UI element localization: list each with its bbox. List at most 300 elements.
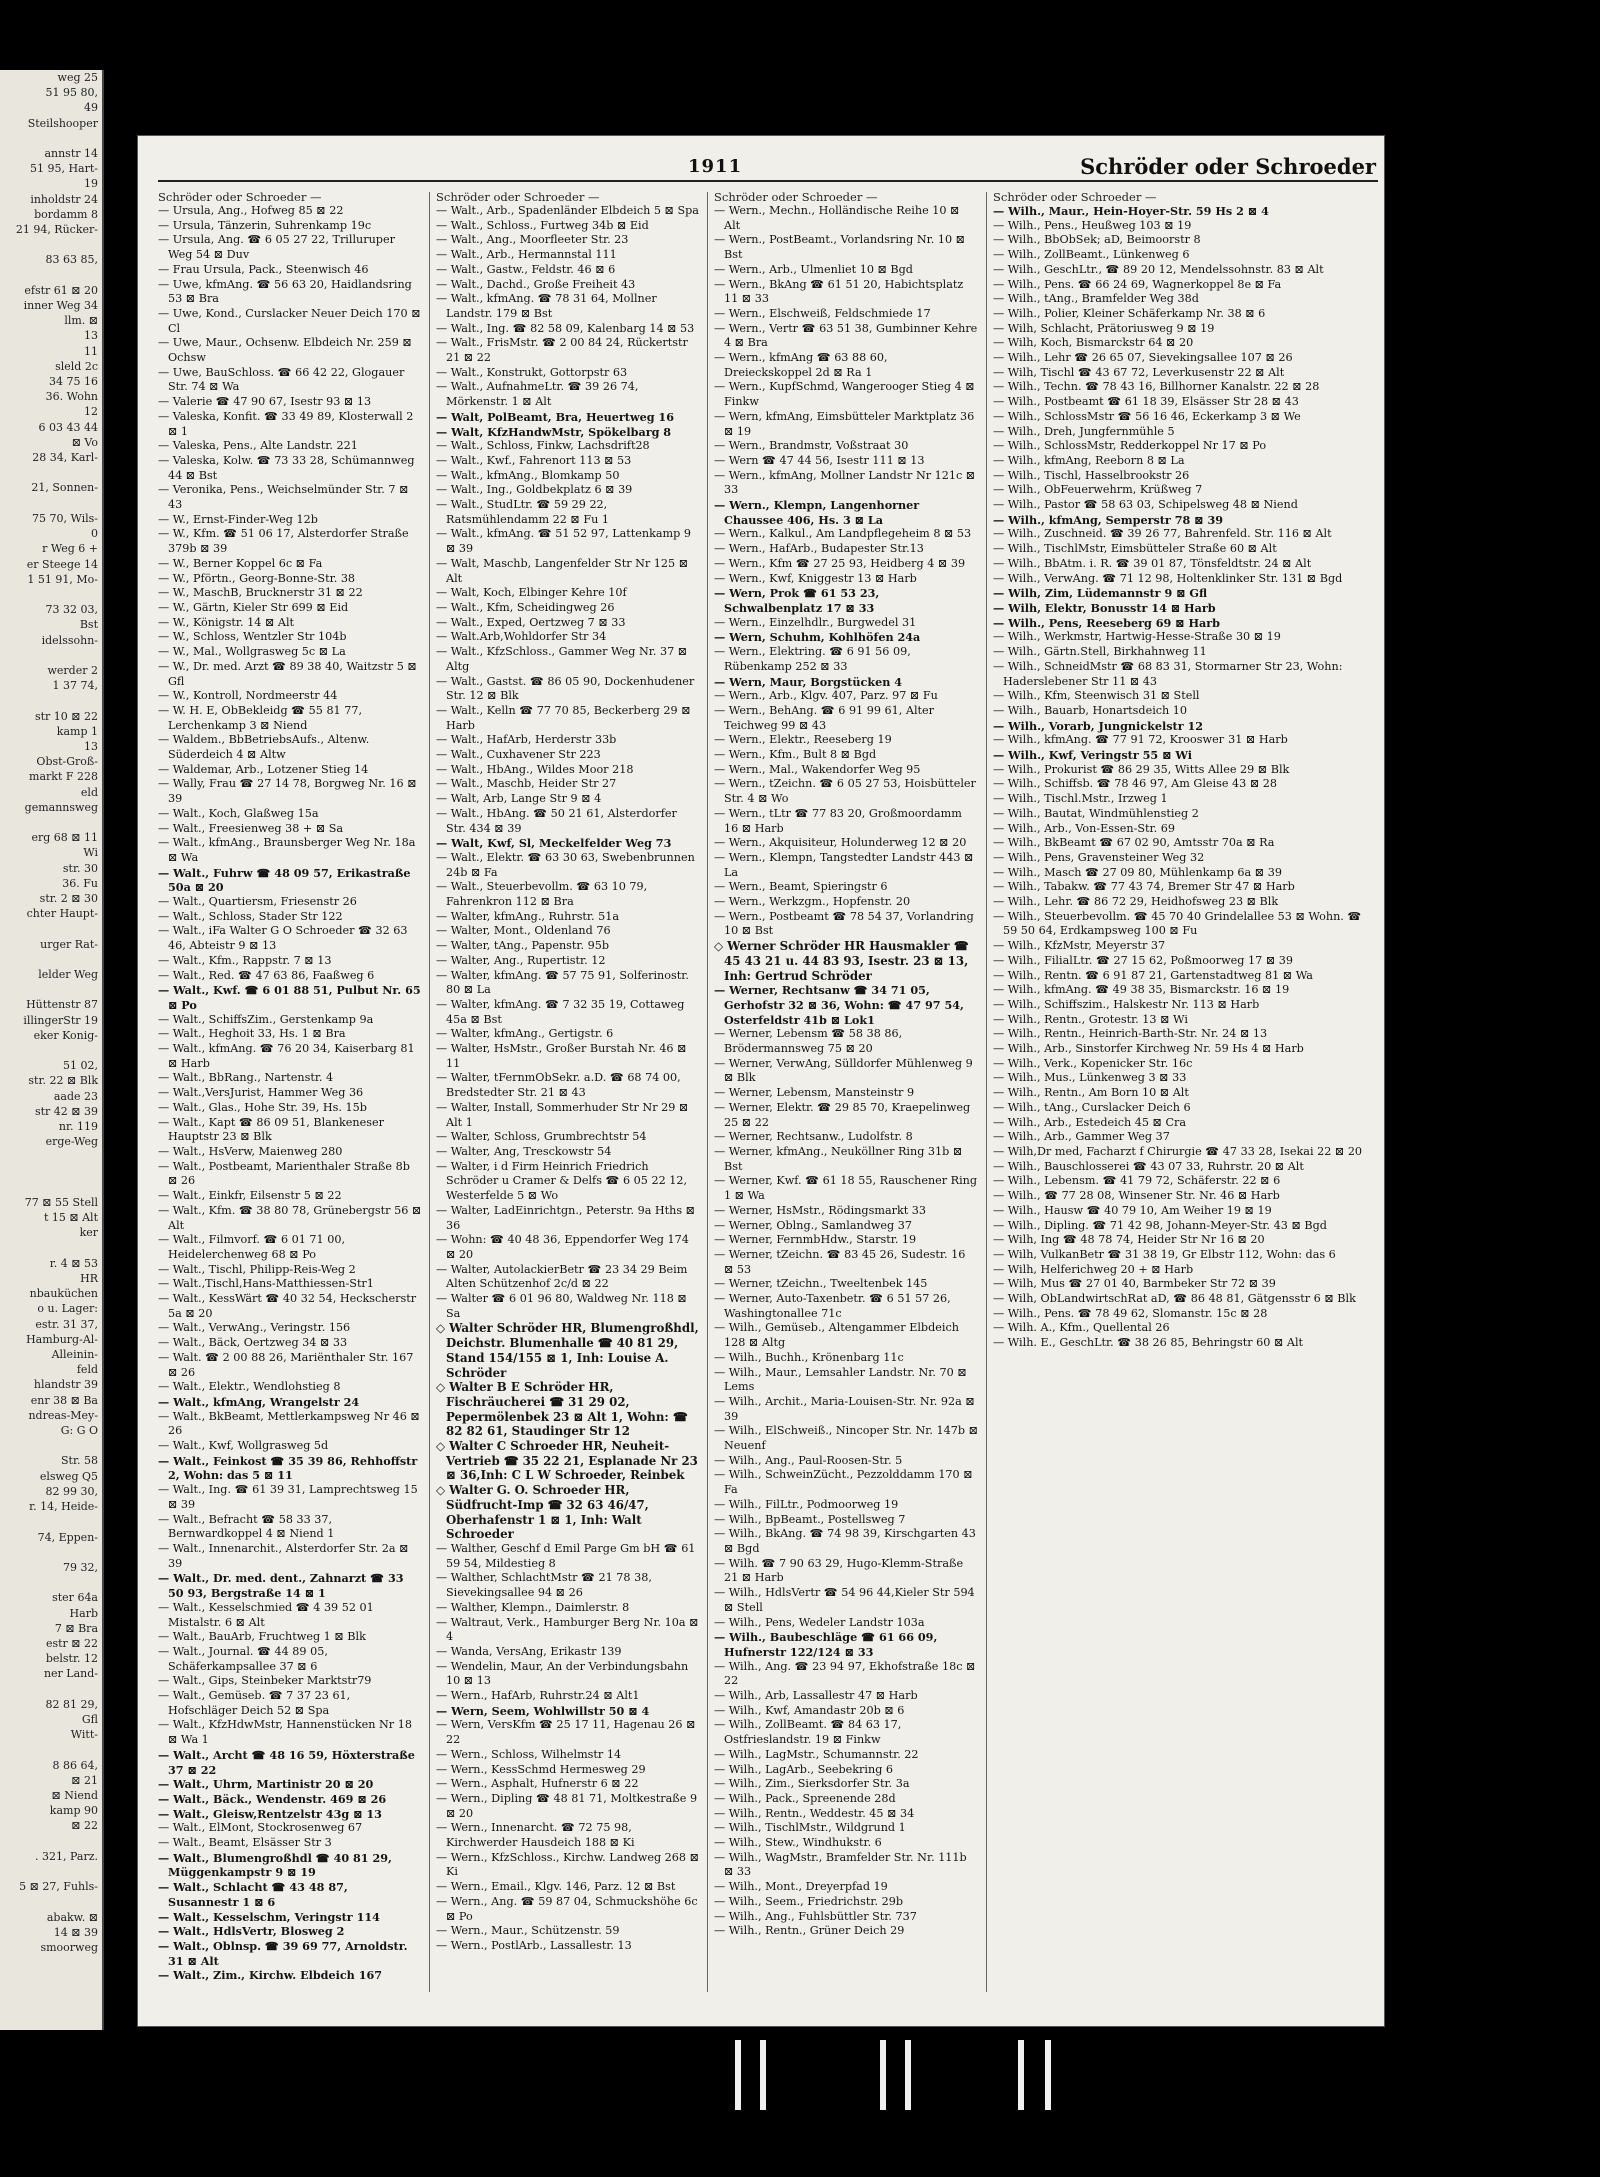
directory-entry: — Wilh., Lebensm. ☎ 41 79 72, Schäferstr. 22 ⊠ 6 bbox=[993, 1174, 1281, 1188]
left-page-fragment: 13 bbox=[84, 329, 98, 343]
directory-entry: — Wilh,Dr med, Facharzt f Chirurgie ☎ 47 33 28, Isekai 22 ⊠ 20 bbox=[993, 1145, 1363, 1158]
directory-entry: — Wilh., Masch ☎ 27 09 80, Mühlenkamp 6a ⊠ 39 bbox=[993, 865, 1282, 879]
left-page-fragment: 13 bbox=[84, 739, 98, 753]
directory-entry: — Walt, Koch, Elbinger Kehre 10f bbox=[436, 586, 627, 600]
directory-entry: — Walt., Bäck., Wendenstr. 469 ⊠ 26 bbox=[158, 1791, 387, 1806]
left-page-fragment: feld bbox=[76, 1363, 98, 1377]
column-4 bbox=[993, 190, 1373, 1990]
directory-entry: — Veronika, Pens., Weichselmünder Str. 7 ⊠ 43 bbox=[158, 483, 409, 512]
directory-entry: — Wilh., Hausw ☎ 40 79 10, Am Weiher 19 ⊠ 19 bbox=[993, 1203, 1272, 1217]
directory-entry: — Walt., Dachd., Große Freiheit 43 bbox=[436, 277, 636, 291]
edge-mark bbox=[905, 2040, 911, 2110]
directory-entry: — Wilh., BpBeamt., Postellsweg 7 bbox=[714, 1512, 906, 1526]
left-page-fragment: Witt- bbox=[70, 1728, 98, 1742]
left-page-fragment: 49 bbox=[84, 101, 98, 115]
page-number: 1911 bbox=[688, 156, 743, 177]
left-page-fragment: Harb bbox=[69, 1606, 98, 1620]
directory-entry: — Wilh., Maur., Lemsahler Landstr. Nr. 70 ⊠ Lems bbox=[714, 1365, 967, 1394]
directory-entry: — Werner, Rechtsanw ☎ 34 71 05, Gerhofstr 32 ⊠ 36, Wohn: ☎ 47 97 54, Osterfeldstr 41b ⊠ Lok1 bbox=[714, 983, 964, 1027]
directory-entry: — Wilh., Seem., Friedrichstr. 29b bbox=[714, 1894, 903, 1908]
left-page-fragment: 28 34, Karl- bbox=[32, 451, 98, 465]
left-page-fragment: ⊠ Niend bbox=[51, 1788, 98, 1802]
directory-entry: — Walt., HbAng., Wildes Moor 218 bbox=[436, 762, 634, 776]
directory-entry: — Walt., KfzSchloss., Gammer Weg Nr. 37 ⊠ Altg bbox=[436, 645, 688, 673]
directory-entry: — Wern., KfzSchloss., Kirchw. Landweg 268 ⊠ Ki bbox=[436, 1850, 699, 1879]
left-page-fragment: abakw. ⊠ bbox=[46, 1910, 98, 1924]
left-page-fragment: eker Konig- bbox=[33, 1028, 98, 1042]
directory-entry: — Walt., Glas., Hohe Str. 39, Hs. 15b bbox=[158, 1100, 367, 1114]
directory-entry: — W., Pförtn., Georg-Bonne-Str. 38 bbox=[158, 571, 356, 585]
left-page-fragment: ⊠ Vo bbox=[71, 435, 98, 449]
directory-entry: — Walt., HsVerw, Maienweg 280 bbox=[158, 1145, 343, 1158]
left-page-fragment: 75 70, Wils- bbox=[32, 511, 98, 525]
directory-entry: — Wern., tZeichn. ☎ 6 05 27 53, Hoisbütteler Str. 4 ⊠ Wo bbox=[714, 777, 976, 806]
directory-entry: — Wern, VersKfm ☎ 25 17 11, Hagenau 26 ⊠ 22 bbox=[436, 1718, 696, 1747]
directory-entry: — Werner, Auto-Taxenbetr. ☎ 6 51 57 26, Washingtonallee 71c bbox=[714, 1292, 951, 1320]
left-page-fragment bbox=[0, 1438, 102, 1453]
directory-entry: — Wern., Klempn, Langenhorner Chaussee 406, Hs. 3 ⊠ La bbox=[714, 498, 920, 527]
directory-entry: — Wern., Klempn, Tangstedter Landstr 443 ⊠ La bbox=[714, 850, 974, 879]
directory-entry: — Walt., Schloss., Furtweg 34b ⊠ Eid bbox=[436, 218, 649, 232]
directory-entry: — Wilh., Mus., Lünkenweg 3 ⊠ 33 bbox=[993, 1071, 1187, 1085]
directory-entry: — Walt., Innenarchit., Alsterdorfer Str. 2a ⊠ 39 bbox=[158, 1541, 409, 1570]
directory-entry: — Walter, kfmAng. ☎ 57 75 91, Solferinostr. 80 ⊠ La bbox=[436, 968, 689, 997]
left-page-fragment: ⊠ 21 bbox=[71, 1773, 98, 1787]
left-page-fragment: kamp 90 bbox=[49, 1804, 98, 1818]
left-page-fragment bbox=[0, 1894, 102, 1909]
directory-entry: — Wern., tLtr ☎ 77 83 20, Großmoordamm 16 ⊠ Harb bbox=[714, 806, 962, 835]
directory-entry: — Wilh, ObLandwirtschRat aD, ☎ 86 48 81, Gätgensstr 6 ⊠ Blk bbox=[993, 1292, 1356, 1306]
directory-entry: — Walt., BbRang., Nartenstr. 4 bbox=[158, 1071, 334, 1085]
directory-entry: — Walt., Gastw., Feldstr. 46 ⊠ 6 bbox=[436, 262, 616, 276]
film-edge-marks bbox=[0, 2040, 1600, 2150]
left-page-fragment: 14 ⊠ 39 bbox=[53, 1925, 98, 1939]
directory-entry: — Walt., kfmAng. ☎ 78 31 64, Mollner Landstr. 179 ⊠ Bst bbox=[436, 292, 657, 320]
directory-entry: — Walter, kfmAng., Gertigstr. 6 bbox=[436, 1027, 614, 1041]
directory-entry: — Waldem., BbBetriebsAufs., Altenw. Süderdeich 4 ⊠ Altw bbox=[158, 733, 370, 762]
left-page-fragment: sleld 2c bbox=[55, 359, 98, 373]
directory-entry: — W., Dr. med. Arzt ☎ 89 38 40, Waitzstr 5 ⊠ Gfl bbox=[158, 659, 417, 688]
edge-mark bbox=[1018, 2040, 1024, 2110]
directory-entry: — Walt., Schloss, Stader Str 122 bbox=[158, 909, 343, 923]
left-page-fragment: HR bbox=[80, 1272, 98, 1286]
left-page-fragment: erge-Weg bbox=[45, 1135, 98, 1149]
directory-entry: — Wilh., Ang., Fuhlsbüttler Str. 737 bbox=[714, 1909, 917, 1923]
column-3 bbox=[714, 190, 978, 1990]
directory-entry: — Wern., Mal., Wakendorfer Weg 95 bbox=[714, 762, 921, 776]
left-page-fragment: 77 ⊠ 55 Stell bbox=[24, 1196, 98, 1210]
left-page-fragment: hlandstr 39 bbox=[33, 1378, 98, 1392]
directory-entry: — Wilh., WagMstr., Bramfelder Str. Nr. 111b ⊠ 33 bbox=[714, 1850, 967, 1879]
directory-entry: — Wern., Schloss, Wilhelmstr 14 bbox=[436, 1747, 622, 1761]
directory-entry: — Wilh., Vorarb, Jungnickelstr 12 bbox=[993, 718, 1204, 733]
directory-entry: — Wilh., Bauschlosserei ☎ 43 07 33, Ruhrstr. 20 ⊠ Alt bbox=[993, 1159, 1304, 1173]
left-page-fragment bbox=[0, 1545, 102, 1560]
directory-entry: — Wern., Postbeamt ☎ 78 54 37, Vorlandring 10 ⊠ Bst bbox=[714, 909, 974, 938]
directory-entry: — Walther, Klempn., Daimlerstr. 8 bbox=[436, 1600, 630, 1614]
directory-entry: — W., Kfm. ☎ 51 06 17, Alsterdorfer Straße 379b ⊠ 39 bbox=[158, 527, 409, 556]
directory-entry: — Walt., Ing., Goldbekplatz 6 ⊠ 39 bbox=[436, 483, 633, 497]
directory-entry: — Walt., StudLtr. ☎ 59 29 22, Ratsmühlendamm 22 ⊠ Fu 1 bbox=[436, 498, 609, 526]
directory-entry: — Wilh, Koch, Bismarckstr 64 ⊠ 20 bbox=[993, 336, 1194, 350]
left-page-fragment bbox=[0, 268, 102, 283]
directory-entry: — Wern., Arb., Ulmenliet 10 ⊠ Bgd bbox=[714, 262, 913, 276]
directory-entry: — Wilh, Elektr, Bonusstr 14 ⊠ Harb bbox=[993, 600, 1216, 615]
directory-entry: — Waldemar, Arb., Lotzener Stieg 14 bbox=[158, 762, 369, 776]
directory-entry: — Wilh., kfmAng, Semperstr 78 ⊠ 39 bbox=[993, 512, 1224, 527]
directory-entry: — Wilh., Postbeamt ☎ 61 18 39, Elsässer Str 28 ⊠ 43 bbox=[993, 395, 1299, 409]
directory-entry: — Wilh., Kwf, Amandastr 20b ⊠ 6 bbox=[714, 1703, 905, 1717]
directory-entry: — Wilh., Pastor ☎ 58 63 03, Schipelsweg 48 ⊠ Niend bbox=[993, 498, 1298, 512]
entry-list bbox=[436, 204, 700, 1954]
left-page-fragment: llm. ⊠ bbox=[64, 314, 98, 328]
directory-entry: — Wilh, Tischl ☎ 43 67 72, Leverkusenstr 22 ⊠ Alt bbox=[993, 365, 1285, 379]
directory-entry: — Wern., Brandmstr, Voßstraat 30 bbox=[714, 439, 909, 453]
directory-entry: — Wern., Kwf, Kniggestr 13 ⊠ Harb bbox=[714, 571, 917, 585]
directory-entry: — Wilh., Rentn., Grotestr. 13 ⊠ Wi bbox=[993, 1012, 1188, 1026]
left-page-fragment bbox=[0, 921, 102, 936]
firm-entry: ◇ Walter G. O. Schroeder HR, Südfrucht-Imp ☎ 32 63 46/47, Oberhafenstr 1 ⊠ 1, Inh: Walt Schroeder bbox=[436, 1483, 649, 1542]
directory-entry: — Valeska, Kolw. ☎ 73 33 28, Schümannweg 44 ⊠ Bst bbox=[158, 453, 415, 482]
directory-entry: — Wilh., Dreh, Jungfernmühle 5 bbox=[993, 424, 1175, 438]
directory-entry: — Wilh., Tabakw. ☎ 77 43 74, Bremer Str 47 ⊠ Harb bbox=[993, 880, 1295, 894]
directory-entry: — Walter, kfmAng. ☎ 7 32 35 19, Cottaweg 45a ⊠ Bst bbox=[436, 997, 685, 1026]
directory-entry: — Wilh., Kwf, Veringstr 55 ⊠ Wi bbox=[993, 748, 1192, 763]
left-page-fragment bbox=[0, 1834, 102, 1849]
directory-entry: — Walt., kfmAng, Wrangelstr 24 bbox=[158, 1394, 360, 1409]
directory-entry: — Walt., Uhrm, Martinistr 20 ⊠ 20 bbox=[158, 1777, 374, 1792]
directory-entry: — Wilh., Rentn., Heinrich-Barth-Str. Nr. 24 ⊠ 13 bbox=[993, 1027, 1268, 1041]
directory-entry: — Wilh., Mont., Dreyerpfad 19 bbox=[714, 1880, 888, 1894]
directory-entry: — Walther, Geschf d Emil Parge Gm bH ☎ 61 59 54, Mildestieg 8 bbox=[436, 1541, 696, 1570]
left-page-fragment: aade 23 bbox=[53, 1089, 98, 1103]
directory-entry: — Wilh., Rentn., Weddestr. 45 ⊠ 34 bbox=[714, 1806, 915, 1820]
directory-entry: — Walt.,VersJurist, Hammer Weg 36 bbox=[158, 1086, 364, 1100]
directory-entry: — Walt., iFa Walter G O Schroeder ☎ 32 63 46, Abteistr 9 ⊠ 13 bbox=[158, 924, 408, 953]
directory-entry: — Walt., Cuxhavener Str 223 bbox=[436, 748, 601, 762]
directory-entry: — Wilh., Dipling. ☎ 71 42 98, Johann-Meyer-Str. 43 ⊠ Bgd bbox=[993, 1218, 1327, 1232]
left-page-fragment: 5 ⊠ 27, Fuhls- bbox=[19, 1880, 98, 1894]
directory-entry: — Wilh., Rentn., Am Born 10 ⊠ Alt bbox=[993, 1086, 1189, 1100]
directory-entry: — Wilh, Ing ☎ 48 78 74, Heider Str Nr 16 ⊠ 20 bbox=[993, 1233, 1265, 1247]
directory-entry: — Wilh., Pens., Heußweg 103 ⊠ 19 bbox=[993, 218, 1192, 232]
directory-entry: — Wilh., Arb, Lassallestr 47 ⊠ Harb bbox=[714, 1689, 918, 1703]
directory-entry: — Walt., Kesselschmied ☎ 4 39 52 01 Mistalstr. 6 ⊠ Alt bbox=[158, 1600, 374, 1629]
left-page-fragment bbox=[0, 1514, 102, 1529]
directory-entry: — W., Mal., Wollgrasweg 5c ⊠ La bbox=[158, 645, 346, 659]
left-page-fragment bbox=[0, 465, 102, 480]
directory-entry: — Wilh, Mus ☎ 27 01 40, Barmbeker Str 72 ⊠ 39 bbox=[993, 1277, 1276, 1291]
directory-entry: — Frau Ursula, Pack., Steenwisch 46 bbox=[158, 262, 369, 276]
directory-entry: — Wern., Ang. ☎ 59 87 04, Schmuckshöhe 6c ⊠ Po bbox=[436, 1894, 698, 1923]
left-page-fragment bbox=[0, 815, 102, 830]
left-page-fragment: 1 51 91, Mo- bbox=[27, 572, 98, 586]
directory-entry: — Werner, kfmAng., Neuköllner Ring 31b ⊠ Bst bbox=[714, 1145, 963, 1173]
left-page-fragment: kamp 1 bbox=[56, 724, 98, 738]
directory-entry: — Wilh., Pens, Gravensteiner Weg 32 bbox=[993, 850, 1205, 864]
left-page-fragment bbox=[0, 1864, 102, 1879]
directory-entry: — Walt., Elektr. ☎ 63 30 63, Swebenbrunnen 24b ⊠ Fa bbox=[436, 850, 695, 879]
left-page-fragment: inner Weg 34 bbox=[23, 299, 98, 313]
directory-entry: — Valeska, Konfit. ☎ 33 49 89, Klosterwall 2 ⊠ 1 bbox=[158, 409, 414, 438]
directory-entry: — Wilh., Zim., Sierksdorfer Str. 3a bbox=[714, 1777, 910, 1791]
left-page-fragment: ner Land- bbox=[43, 1667, 98, 1681]
left-page-fragment: 36. Wohn bbox=[45, 390, 98, 404]
left-page-fragment: 12 bbox=[84, 405, 98, 419]
left-page-fragment: idelssohn- bbox=[41, 633, 98, 647]
directory-entry: — W., Gärtn, Kieler Str 699 ⊠ Eid bbox=[158, 600, 349, 614]
directory-entry: — Wern., Kalkul., Am Landpflegeheim 8 ⊠ 53 bbox=[714, 527, 972, 541]
directory-entry: — Walt., Heghoit 33, Hs. 1 ⊠ Bra bbox=[158, 1027, 346, 1041]
directory-entry: — W., Ernst-Finder-Weg 12b bbox=[158, 512, 318, 526]
left-page-fragment bbox=[0, 1682, 102, 1697]
directory-entry: — W., Berner Koppel 6c ⊠ Fa bbox=[158, 556, 323, 570]
directory-entry: — Walt., HafArb, Herderstr 33b bbox=[436, 733, 617, 747]
directory-entry: — Wilh., Gärtn.Stell, Birkhahnweg 11 bbox=[993, 645, 1207, 659]
left-page-fragment bbox=[0, 952, 102, 967]
column-divider bbox=[429, 192, 430, 1992]
directory-entry: — Walt, PolBeamt, Bra, Heuertweg 16 bbox=[436, 409, 674, 424]
directory-entry: — Uwe, kfmAng. ☎ 56 63 20, Haidlandsring 53 ⊠ Bra bbox=[158, 277, 412, 306]
directory-entry: — Walt., Elektr., Wendlohstieg 8 bbox=[158, 1380, 341, 1394]
directory-entry: — Walt., Oblnsp. ☎ 39 69 77, Arnoldstr. 31 ⊠ Alt bbox=[158, 1938, 408, 1968]
directory-entry: — Walt., Filmvorf. ☎ 6 01 71 00, Heidelerchenweg 68 ⊠ Po bbox=[158, 1233, 346, 1261]
directory-entry: — Walt., Steuerbevollm. ☎ 63 10 79, Fahrenkron 112 ⊠ Bra bbox=[436, 880, 648, 909]
directory-entry: — Wilh., kfmAng. ☎ 49 38 35, Bismarckstr. 16 ⊠ 19 bbox=[993, 983, 1290, 997]
directory-entry: — Walt., Archt ☎ 48 16 59, Höxterstraße 37 ⊠ 22 bbox=[158, 1747, 415, 1777]
left-page-fragment: t 15 ⊠ Alt bbox=[43, 1211, 98, 1225]
left-page-fragment: 83 63 85, bbox=[45, 253, 98, 267]
directory-entry: — Wilh., Lehr ☎ 26 65 07, Sievekingsallee 107 ⊠ 26 bbox=[993, 351, 1293, 365]
directory-entry: — Wilh., LagArb., Seebekring 6 bbox=[714, 1762, 894, 1776]
directory-entry: — Walt.,Tischl,Hans-Matthiessen-Str1 bbox=[158, 1277, 374, 1291]
directory-entry: — Walt., Arb., Spadenländer Elbdeich 5 ⊠ Spa bbox=[436, 204, 699, 217]
directory-entry: — Walt., Kfm, Scheidingweg 26 bbox=[436, 600, 615, 614]
directory-entry: — Walt., Kwf. ☎ 6 01 88 51, Pulbut Nr. 65 ⊠ Po bbox=[158, 983, 421, 1012]
directory-entry: — Walt., Kesselschm, Veringstr 114 bbox=[158, 1909, 380, 1924]
edge-mark bbox=[880, 2040, 886, 2110]
left-page-fragment: r. 14, Heide- bbox=[29, 1500, 98, 1514]
directory-entry: — Wilh, Schlacht, Prätoriusweg 9 ⊠ 19 bbox=[993, 321, 1215, 335]
directory-entry: — Wilh., TischlMstr, Eimsbütteler Straße 60 ⊠ Alt bbox=[993, 542, 1277, 556]
directory-entry: — Walt., Ing. ☎ 61 39 31, Lamprechtsweg 15 ⊠ 39 bbox=[158, 1483, 418, 1511]
directory-entry: — Wern., kfmAng ☎ 63 88 60, Dreieckskoppel 2d ⊠ Ra 1 bbox=[714, 351, 888, 379]
directory-entry: — Walt., Arb., Hermannstal 111 bbox=[436, 248, 617, 262]
left-page-fragment: o u. Lager: bbox=[37, 1302, 98, 1316]
directory-entry: — Wern., BehAng. ☎ 6 91 99 61, Alter Teichweg 99 ⊠ 43 bbox=[714, 703, 934, 732]
directory-entry: — Wilh., TischlMstr., Wildgrund 1 bbox=[714, 1821, 906, 1835]
directory-entry: — Walt., HdlsVertr, Blosweg 2 bbox=[158, 1924, 345, 1939]
directory-entry: — Walt., Konstrukt, Gottorpstr 63 bbox=[436, 365, 628, 379]
directory-entry: — Wern, Schuhm, Kohlhöfen 24a bbox=[714, 630, 921, 645]
directory-entry: — Walt., Einkfr, Eilsenstr 5 ⊠ 22 bbox=[158, 1189, 342, 1203]
directory-entry: — Walther, SchlachtMstr ☎ 21 78 38, Sievekingsallee 94 ⊠ 26 bbox=[436, 1571, 652, 1600]
directory-entry: — Werner, Rechtsanw., Ludolfstr. 8 bbox=[714, 1130, 913, 1144]
directory-entry: — Wilh., GeschLtr., ☎ 89 20 12, Mendelssohnstr. 83 ⊠ Alt bbox=[993, 262, 1324, 276]
directory-entry: — Wilh., tAng., Curslacker Deich 6 bbox=[993, 1100, 1191, 1114]
directory-entry: — Wohn: ☎ 40 48 36, Eppendorfer Weg 174 ⊠ 20 bbox=[436, 1233, 689, 1261]
directory-entry: — Werner, Kwf. ☎ 61 18 55, Rauschener Ring 1 ⊠ Wa bbox=[714, 1174, 978, 1203]
directory-entry: — Walt., Kapt ☎ 86 09 51, Blankeneser Hauptstr 23 ⊠ Blk bbox=[158, 1115, 384, 1144]
directory-entry: — Walt, Arb, Lange Str 9 ⊠ 4 bbox=[436, 792, 602, 806]
directory-entry: — Wilh., Ang. ☎ 23 94 97, Ekhofstraße 18c ⊠ 22 bbox=[714, 1659, 976, 1688]
directory-entry: — Wilh., Bauarb, Honartsdeich 10 bbox=[993, 703, 1188, 717]
directory-entry: — Walt., Journal. ☎ 44 89 05, Schäferkampsallee 37 ⊠ 6 bbox=[158, 1644, 328, 1673]
left-page-fragment: estr. 31 37, bbox=[35, 1317, 98, 1331]
directory-entry: — Walt, Maschb, Langenfelder Str Nr 125 ⊠ Alt bbox=[436, 556, 689, 585]
entry-list bbox=[993, 204, 1373, 1351]
left-page-fragment bbox=[0, 693, 102, 708]
directory-entry: — Wern., Einzelhdlr., Burgwedel 31 bbox=[714, 615, 917, 629]
directory-entry: — Walt., AufnahmeLtr. ☎ 39 26 74, Mörkenstr. 1 ⊠ Alt bbox=[436, 380, 639, 409]
directory-entry: — Wilh., Schiffszim., Halskestr Nr. 113 ⊠ Harb bbox=[993, 997, 1260, 1011]
left-page-fragment: werder 2 bbox=[47, 663, 98, 677]
left-page-fragment: 51 95 80, bbox=[45, 86, 98, 100]
directory-entry: — Werner, FernmbHdw., Starstr. 19 bbox=[714, 1233, 917, 1247]
directory-entry: — Walt., Gips, Steinbeker Marktstr79 bbox=[158, 1674, 372, 1688]
left-page-fragment bbox=[0, 1575, 102, 1590]
left-page-fragment bbox=[0, 982, 102, 997]
directory-entry: — Wern., HafArb., Budapester Str.13 bbox=[714, 542, 924, 556]
directory-entry: — Walter, kfmAng., Ruhrstr. 51a bbox=[436, 909, 620, 923]
directory-entry: — Wilh., tAng., Bramfelder Weg 38d bbox=[993, 292, 1199, 306]
directory-entry: — Walt., Zim., Kirchw. Elbdeich 167 bbox=[158, 1968, 383, 1983]
directory-entry: — Wilh., Arb., Von-Essen-Str. 69 bbox=[993, 821, 1175, 835]
directory-entry: — Ursula, Tänzerin, Suhrenkamp 19c bbox=[158, 218, 372, 232]
directory-entry: — Wern., Elektr., Reeseberg 19 bbox=[714, 733, 892, 747]
directory-entry: — Walt., Kfm., Rappstr. 7 ⊠ 13 bbox=[158, 953, 332, 967]
directory-entry: — Wilh., Pens. ☎ 66 24 69, Wagnerkoppel 8e ⊠ Fa bbox=[993, 277, 1282, 291]
left-page-fragment: annstr 14 bbox=[44, 147, 98, 161]
directory-entry: — Walt., Bäck, Oertzweg 34 ⊠ 33 bbox=[158, 1336, 348, 1350]
directory-entry: — Wern., Werkzgm., Hopfenstr. 20 bbox=[714, 895, 911, 909]
directory-entry: — Walt., Feinkost ☎ 35 39 86, Rehhoffstr 2, Wohn: das 5 ⊠ 11 bbox=[158, 1453, 418, 1483]
directory-entry: — Wilh., Pack., Spreenende 28d bbox=[714, 1791, 896, 1805]
directory-entry: — Wern., Elschweiß, Feldschmiede 17 bbox=[714, 306, 931, 320]
directory-entry: — Walter, AutolackierBetr ☎ 23 34 29 Beim Alten Schützenhof 2c/d ⊠ 22 bbox=[436, 1262, 688, 1291]
directory-entry: — Walt., Tischl, Philipp-Reis-Weg 2 bbox=[158, 1262, 356, 1276]
directory-entry: — Walt., Quartiersm, Friesenstr 26 bbox=[158, 895, 357, 909]
directory-entry: — Wern., PostlArb., Lassallestr. 13 bbox=[436, 1938, 632, 1952]
directory-entry: — Wilh., Schiffsb. ☎ 78 46 97, Am Gleise 43 ⊠ 28 bbox=[993, 777, 1278, 791]
directory-entry: — Wilh., Steuerbevollm. ☎ 45 70 40 Grindelallee 53 ⊠ Wohn. ☎ 59 50 64, Erdkampsweg 100 ⊠ Fu bbox=[993, 909, 1362, 938]
directory-entry: — Wilh., Zuschneid. ☎ 39 26 77, Bahrenfeld. Str. 116 ⊠ Alt bbox=[993, 527, 1332, 541]
directory-entry: — Wern ☎ 47 44 56, Isestr 111 ⊠ 13 bbox=[714, 453, 925, 467]
directory-entry: — Wern., Beamt, Spieringstr 6 bbox=[714, 880, 888, 894]
directory-entry: — Wilh., Buchh., Krönenbarg 11c bbox=[714, 1350, 904, 1364]
directory-entry: — Werner, Elektr. ☎ 29 85 70, Kraepelinweg 25 ⊠ 22 bbox=[714, 1100, 971, 1129]
left-page-fragment: Gfl bbox=[81, 1712, 98, 1726]
directory-entry: — Walt., Dr. med. dent., Zahnarzt ☎ 33 50 93, Bergstraße 14 ⊠ 1 bbox=[158, 1571, 404, 1601]
directory-entry: — Walt, KfzHandwMstr, Spökelbarg 8 bbox=[436, 424, 672, 439]
directory-entry: — Wern., Elektring. ☎ 6 91 56 09, Rübenkamp 252 ⊠ 33 bbox=[714, 645, 911, 673]
directory-entry: — Wern, kfmAng, Eimsbütteler Marktplatz 36 ⊠ 19 bbox=[714, 409, 975, 438]
directory-entry: — Walt.Arb,Wohldorfer Str 34 bbox=[436, 630, 607, 644]
directory-entry: — Walter, Schloss, Grumbrechtstr 54 bbox=[436, 1130, 647, 1144]
directory-entry: — Wilh, Zim, Lüdemannstr 9 ⊠ Gfl bbox=[993, 586, 1208, 601]
left-page-fragment: str. 22 ⊠ Blk bbox=[28, 1074, 98, 1088]
directory-entry: — W. H. E, ObBekleidg ☎ 55 81 77, Lerchenkamp 3 ⊠ Niend bbox=[158, 703, 363, 732]
directory-entry: — Wilh., SchlossMstr ☎ 56 16 46, Eckerkamp 3 ⊠ We bbox=[993, 409, 1301, 423]
left-page-fragment: ster 64a bbox=[52, 1591, 98, 1605]
directory-entry: — Uwe, Kond., Curslacker Neuer Deich 170 ⊠ Cl bbox=[158, 306, 421, 335]
firm-entry: ◇ Werner Schröder HR Hausmakler ☎ 45 43 21 u. 44 83 93, Isestr. 23 ⊠ 13, Inh: Gertrud Schröder bbox=[714, 939, 969, 983]
directory-entry: — Wilh., Rentn. ☎ 6 91 87 21, Gartenstadtweg 81 ⊠ Wa bbox=[993, 968, 1313, 982]
left-page-fragment: str 10 ⊠ 22 bbox=[34, 709, 98, 723]
left-page-fragment: enr 38 ⊠ Ba bbox=[30, 1393, 98, 1407]
directory-entry: — Wilh., LagMstr., Schumannstr. 22 bbox=[714, 1747, 919, 1761]
directory-entry: — Wilh., Arb., Estedeich 45 ⊠ Cra bbox=[993, 1115, 1187, 1129]
left-page-fragment: Steilshooper bbox=[27, 116, 98, 130]
directory-entry: — Ursula, Ang., Hofweg 85 ⊠ 22 bbox=[158, 204, 344, 217]
directory-entry: — Wilh., Archit., Maria-Louisen-Str. Nr. 92a ⊠ 39 bbox=[714, 1394, 975, 1423]
directory-entry: — Uwe, Maur., Ochsenw. Elbdeich Nr. 259 ⊠ Ochsw bbox=[158, 336, 412, 365]
directory-entry: — Walter, tFernmObSekr. a.D. ☎ 68 74 00, Bredstedter Str. 21 ⊠ 43 bbox=[436, 1071, 681, 1100]
left-page-fragment: Wi bbox=[83, 846, 98, 860]
directory-entry: — Wanda, VersAng, Erikastr 139 bbox=[436, 1644, 622, 1658]
directory-entry: — Valeska, Pens., Alte Landstr. 221 bbox=[158, 439, 358, 453]
directory-entry: — Wern., Innenarcht. ☎ 72 75 98, Kirchwerder Hausdeich 188 ⊠ Ki bbox=[436, 1821, 635, 1850]
entry-list bbox=[158, 204, 422, 1983]
directory-entry: — Wilh., Arb., Gammer Weg 37 bbox=[993, 1130, 1170, 1144]
directory-entry: — Waltraut, Verk., Hamburger Berg Nr. 10a ⊠ 4 bbox=[436, 1615, 699, 1644]
directory-entry: — Werner, tZeichn., Tweeltenbek 145 bbox=[714, 1277, 928, 1291]
left-page-fragment: urger Rat- bbox=[40, 937, 98, 951]
left-page-fragment: smoorweg bbox=[40, 1940, 98, 1954]
column-2 bbox=[436, 190, 700, 1990]
directory-entry: — Walt., KessWärt ☎ 40 32 54, Heckscherstr 5a ⊠ 20 bbox=[158, 1292, 417, 1320]
left-page-fragment: 79 32, bbox=[63, 1560, 98, 1574]
left-page-fragment: estr ⊠ 22 bbox=[45, 1636, 98, 1650]
edge-mark bbox=[735, 2040, 741, 2110]
directory-entry: — Ursula, Ang. ☎ 6 05 27 22, Trilluruper Weg 54 ⊠ Duv bbox=[158, 233, 395, 262]
directory-entry: — Wilh., Lehr. ☎ 86 72 29, Heidhofsweg 23 ⊠ Blk bbox=[993, 895, 1279, 909]
directory-entry: — Wilh., Rentn., Grüner Deich 29 bbox=[714, 1924, 905, 1938]
column-heading: Schröder oder Schroeder — bbox=[993, 190, 1157, 204]
directory-entry: — Wilh, VulkanBetr ☎ 31 38 19, Gr Elbstr 112, Wohn: das 6 bbox=[993, 1247, 1336, 1261]
page-title: Schröder oder Schroeder bbox=[1080, 154, 1376, 179]
left-page-fragment: 74, Eppen- bbox=[37, 1530, 98, 1544]
directory-entry: — Wilh., Techn. ☎ 78 43 16, Billhorner Kanalstr. 22 ⊠ 28 bbox=[993, 380, 1320, 394]
left-page-fragment bbox=[0, 131, 102, 146]
left-page-fragment: G: G O bbox=[60, 1424, 98, 1438]
directory-entry: — Walt., kfmAng., Braunsberger Weg Nr. 18a ⊠ Wa bbox=[158, 836, 416, 864]
left-page-fragment: illingerStr 19 bbox=[23, 1013, 98, 1027]
directory-entry: — Wern., Mechn., Holländische Reihe 10 ⊠ Alt bbox=[714, 204, 960, 232]
directory-entry: — Wern., Kfm ☎ 27 25 93, Heidberg 4 ⊠ 39 bbox=[714, 556, 966, 570]
left-page-fragment: r Weg 6 + bbox=[42, 542, 98, 556]
directory-entry: — Wilh. E., GeschLtr. ☎ 38 26 85, Behringstr 60 ⊠ Alt bbox=[993, 1336, 1304, 1350]
directory-entry: — Walt., BauArb, Fruchtweg 1 ⊠ Blk bbox=[158, 1630, 366, 1644]
left-page-fragment: Bst bbox=[79, 618, 98, 632]
directory-entry: — Walt., SchiffsZim., Gerstenkamp 9a bbox=[158, 1012, 374, 1026]
left-page-fragment: 34 75 16 bbox=[49, 375, 98, 389]
left-page-fragment: er Steege 14 bbox=[26, 557, 98, 571]
directory-entry: — Wally, Frau ☎ 27 14 78, Borgweg Nr. 16 ⊠ 39 bbox=[158, 777, 417, 806]
directory-entry: — Wilh., Tischl, Hasselbrookstr 26 bbox=[993, 468, 1190, 482]
directory-entry: — Wilh., VerwAng. ☎ 71 12 98, Holtenklinker Str. 131 ⊠ Bgd bbox=[993, 571, 1343, 585]
left-page-fragments bbox=[0, 70, 102, 1955]
left-page-fragment: 51 95, Hart- bbox=[29, 162, 98, 176]
directory-entry: — Wilh., ObFeuerwehrm, Krüßweg 7 bbox=[993, 483, 1203, 497]
left-page-fragment: ndreas-Mey- bbox=[28, 1408, 98, 1422]
directory-entry: — Werner, Oblng., Samlandweg 37 bbox=[714, 1218, 913, 1232]
left-page-fragment: str 42 ⊠ 39 bbox=[34, 1104, 98, 1118]
directory-entry: — Walt., Kelln ☎ 77 70 85, Beckerberg 29 ⊠ Harb bbox=[436, 703, 691, 732]
entry-list bbox=[714, 204, 978, 1939]
directory-entry: — Wilh., Gemüseb., Altengammer Elbdeich 128 ⊠ Altg bbox=[714, 1321, 959, 1350]
directory-entry: — Walt., Schlacht ☎ 43 48 87, Susannestr 1 ⊠ 6 bbox=[158, 1880, 348, 1909]
